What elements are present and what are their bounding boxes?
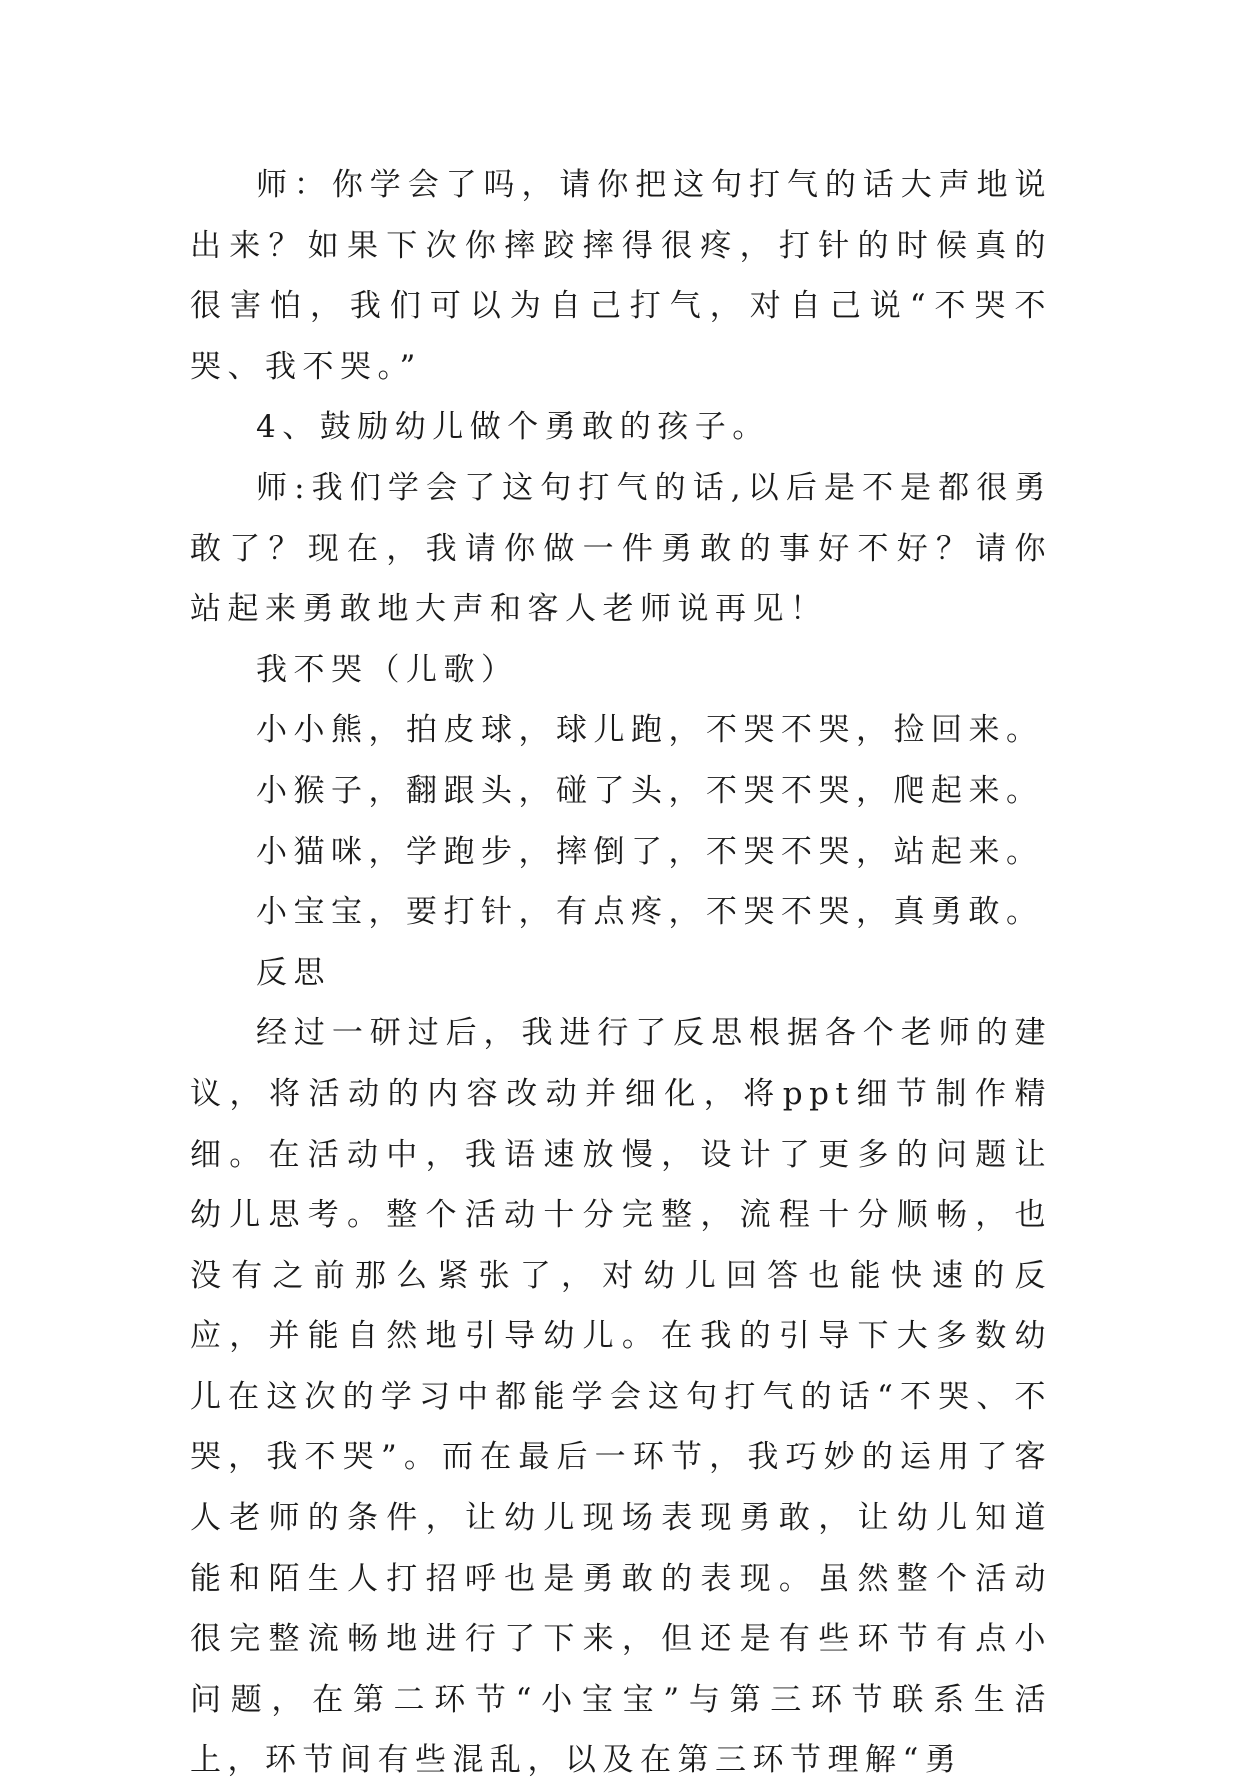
song-line-2: 小猴子，翻跟头，碰了头，不哭不哭，爬起来。 — [256, 772, 1044, 809]
document-body — [190, 155, 1052, 1791]
reflection-heading: 反思 — [256, 954, 331, 991]
reflection-paragraph: 经过一研过后，我进行了反思根据各个老师的建议，将活动的内容改动并细化，将ppt细节制作精细。在活动中，我语速放慢，设计了更多的问题让幼儿思考。整个活动十分完整，流程十分顺畅，也没有之前那么紧张了，对幼儿回答也能快速的反应，并能自然地引导幼儿。在我的引导下大多数幼儿在这次的学习中都能学会这句打气的话“不哭、不哭，我不哭”。而在最后一环节，我巧妙的运用了客人老师的条件，让幼儿现场表现勇敢，让幼儿知道能和陌生人打招呼也是勇敢的表现。虽然整个活动很完整流畅地进行了下来，但还是有些环节有点小问题，在第二环节“小宝宝”与第三环节联系生活上，环节间有些混乱，以及在第三环节理解“勇 — [190, 1015, 1052, 1779]
dialogue-paragraph-2: 师:我们学会了这句打气的话,以后是不是都很勇敢了？现在，我请你做一件勇敢的事好不好？请你站起来勇敢地大声和客人老师说再见！ — [190, 469, 1052, 628]
step-heading-4: 4、鼓励幼儿做个勇敢的孩子。 — [256, 409, 770, 446]
song-line-1: 小小熊，拍皮球，球儿跑，不哭不哭，捡回来。 — [256, 712, 1044, 749]
song-line-4: 小宝宝，要打针，有点疼，不哭不哭，真勇敢。 — [256, 894, 1044, 931]
song-title: 我不哭（儿歌） — [256, 651, 519, 688]
song-line-3: 小猫咪，学跑步，摔倒了，不哭不哭，站起来。 — [256, 833, 1044, 870]
dialogue-paragraph-1: 师：你学会了吗，请你把这句打气的话大声地说出来？如果下次你摔跤摔得很疼，打针的时候真的很害怕，我们可以为自己打气，对自己说“不哭不哭、我不哭。” — [190, 167, 1052, 385]
